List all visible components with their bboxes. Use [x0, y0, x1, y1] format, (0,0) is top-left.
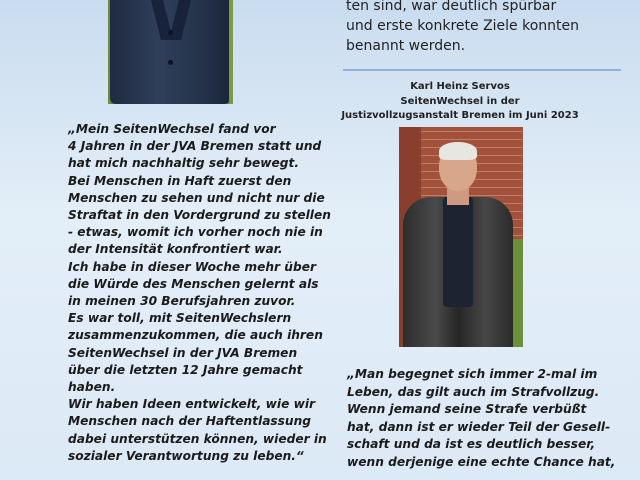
jacket-button — [168, 30, 173, 35]
quote-line: 4 Jahren in der JVA Bremen statt und — [68, 139, 322, 154]
portrait-photo-top-left — [108, 0, 233, 104]
quote-line: hat, dann ist er wieder Teil der Gesell- — [347, 419, 611, 434]
quote-line: der Intensität konfrontiert war. — [68, 242, 283, 257]
intro-line: ten sind, war deutlich spürbar — [346, 0, 557, 14]
quote-line: die Würde des Menschen gelernt als — [68, 276, 319, 291]
quote-line: „Man begegnet sich immer 2-mal im — [347, 367, 598, 381]
quote-line: Menschen nach der Haftentlassung — [68, 414, 312, 429]
scarf — [443, 197, 473, 307]
quote-line: dabei unterstützen können, wieder in — [68, 431, 327, 446]
quote-line: Menschen zu sehen und nicht nur die — [68, 190, 325, 205]
suit-jacket — [110, 0, 230, 104]
quote-line: sozialer Verantwortung zu leben.“ — [68, 448, 304, 463]
intro-line: benannt werden. — [346, 38, 466, 54]
quote-line: wenn derjenige eine echte Chance hat, — [347, 454, 616, 469]
quote-line: SeitenWechsel in der JVA Bremen — [68, 345, 298, 360]
quote-line: hat mich nachhaltig sehr bewegt. — [68, 156, 299, 171]
caption-line: SeitenWechsel in der — [400, 95, 520, 107]
caption-line: Justizvollzugsanstalt Bremen im Juni 2023 — [341, 110, 579, 121]
quote-line: Wenn jemand seine Strafe verbüßt — [347, 402, 587, 416]
quote-line: Ich habe in dieser Woche mehr über — [68, 259, 316, 274]
right-quote — [347, 366, 616, 471]
left-quote — [68, 121, 331, 465]
quote-line: Wir haben Ideen entwickelt, wie wir — [68, 397, 316, 412]
quote-line: über die letzten 12 Jahre gemacht — [68, 362, 303, 377]
caption-name: Karl Heinz Servos — [410, 81, 510, 92]
quote-line: haben. — [68, 380, 116, 395]
quote-line: Leben, das gilt auch im Strafvollzug. — [347, 384, 600, 399]
quote-line: „Mein SeitenWechsel fand vor — [68, 122, 276, 136]
quote-line: Bei Menschen in Haft zuerst den — [68, 173, 292, 188]
quote-line: in meinen 30 Berufsjahren zuvor. — [68, 294, 296, 309]
quote-line: - etwas, womit ich vorher noch nie in — [68, 225, 323, 240]
right-intro-text — [346, 0, 616, 56]
quote-line: schaft und da ist es deutlich besser, — [347, 437, 596, 451]
quote-line: Straftat in den Vordergrund zu stellen — [68, 208, 331, 223]
quote-line: Es war toll, mit SeitenWechslern — [68, 311, 292, 326]
portrait-photo-karl-heinz-servos — [399, 127, 523, 347]
intro-line: und erste konkrete Ziele konnten — [346, 18, 580, 34]
section-divider — [343, 69, 621, 71]
photo-background — [229, 0, 233, 104]
hair — [439, 142, 477, 160]
quote-line: zusammenzukommen, die auch ihren — [68, 328, 323, 343]
photo-caption — [340, 80, 580, 124]
jacket-button — [168, 60, 173, 65]
